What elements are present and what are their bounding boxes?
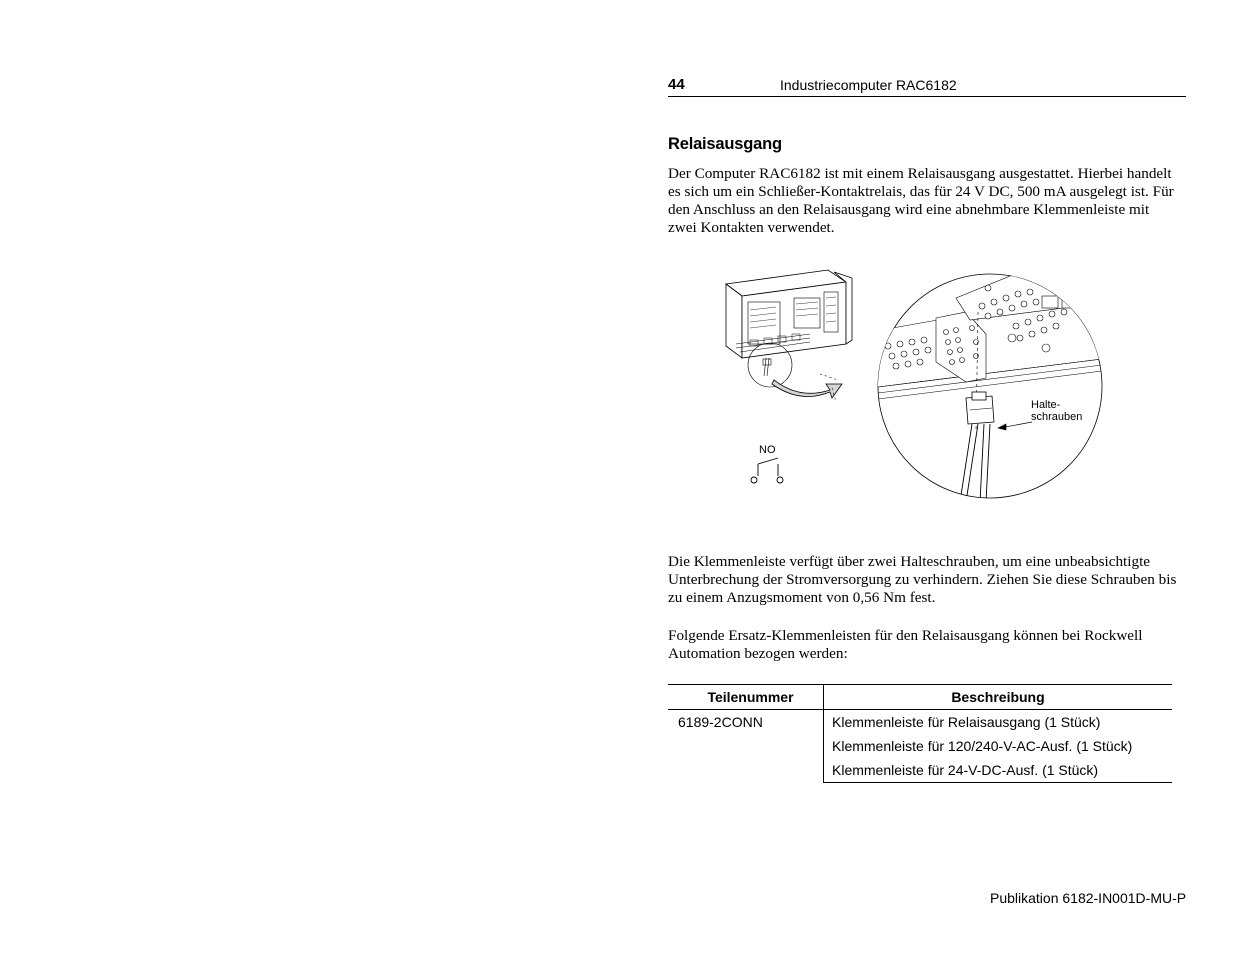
- ordering-paragraph: Folgende Ersatz-Klemmenleisten für den Relaisausgang können bei Rockwell Automation bezogen werden:: [668, 627, 1143, 662]
- section-heading: Relaisausgang: [668, 135, 782, 153]
- screw-label-line2: schrauben: [1031, 411, 1083, 423]
- screw-label-line1: Halte-: [1031, 399, 1061, 411]
- parts-table: [668, 684, 1172, 783]
- column-header-description: Beschreibung: [824, 685, 1173, 710]
- publication-footer: Publikation 6182-IN001D-MU-P: [990, 890, 1187, 906]
- running-title: Industriecomputer RAC6182: [780, 77, 957, 93]
- column-header-part-number: Teilenummer: [668, 685, 824, 710]
- table-header-row: [668, 685, 1172, 710]
- relay-symbol: [751, 458, 783, 483]
- relay-output-figure: [720, 262, 1110, 502]
- page-number: 44: [668, 76, 685, 93]
- computer-illustration: [726, 270, 852, 387]
- zoom-arrow: [772, 374, 842, 402]
- intro-paragraph: Der Computer RAC6182 ist mit einem Relaisausgang ausgestattet. Hierbei handelt es sich um ein Schließer-Kontaktrelais, das für 24 V DC, 500 mA ausgelegt ist. Für den Anschluss an den Relaisausgang wird eine abnehmbare Klemmenleiste mit zwei Kontakten verwendet.: [668, 165, 1174, 236]
- description-cell: Klemmenleiste für Relaisausgang (1 Stück): [832, 714, 1101, 730]
- relay-label: NO: [759, 444, 776, 456]
- part-number-cell: 6189-2CONN: [668, 710, 824, 783]
- header-rule: [668, 96, 1186, 97]
- description-cell: Klemmenleiste für 24-V-DC-Ausf. (1 Stück): [824, 758, 1173, 783]
- table-row: [668, 710, 1172, 735]
- screws-paragraph: Die Klemmenleiste verfügt über zwei Halteschrauben, um eine unbeabsichtigte Unterbrechung der Stromversorgung zu verhindern. Ziehen Sie diese Schrauben bis zu einem Anzugsmoment von 0,56 Nm fest.: [668, 553, 1177, 606]
- description-cell: Klemmenleiste für 120/240-V-AC-Ausf. (1 Stück): [832, 738, 1133, 754]
